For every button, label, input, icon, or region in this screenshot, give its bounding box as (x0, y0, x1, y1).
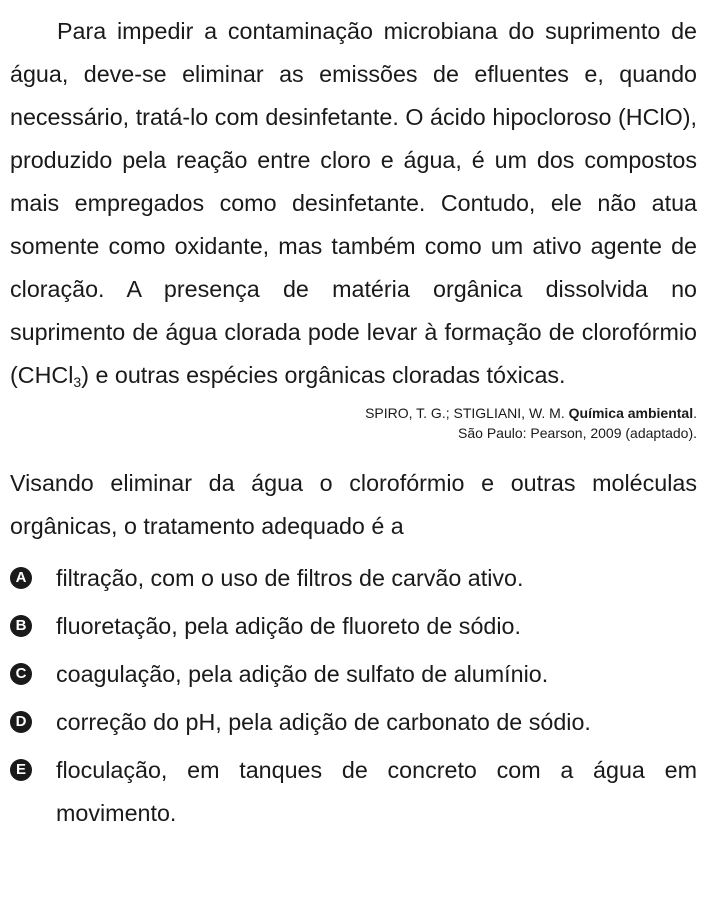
option-b-text: fluoretação, pela adição de fluoreto de sódio. (56, 613, 521, 639)
question-stem: Visando eliminar da água o clorofórmio e outras moléculas orgânicas, o tratamento adequado é a (10, 470, 697, 539)
citation-line-1 (10, 403, 697, 423)
citation-authors: SPIRO, T. G.; STIGLIANI, W. M. (365, 405, 569, 421)
citation (10, 403, 697, 443)
option-c-letter-icon: C (10, 663, 32, 685)
passage-text (10, 0, 697, 397)
option-e-letter-icon: E (10, 759, 32, 781)
option-c-text: coagulação, pela adição de sulfato de alumínio. (56, 661, 549, 687)
question-page (10, 0, 697, 840)
option-b[interactable] (10, 605, 697, 648)
option-a-text: filtração, com o uso de filtros de carvão ativo. (56, 565, 524, 591)
citation-title-end: . (693, 405, 697, 421)
passage-part-1: Para impedir a contaminação microbiana do suprimento de água, deve-se eliminar as emissões de efluentes e, quando necessário, tratá-lo com desinfetante. O ácido hipocloroso (HClO), produzido pela reação entre cloro e água, é um dos compostos mais empregados como desinfetante. Contudo, ele não atua somente como oxidante, mas também como um ativo agente de cloração. A presença de matéria orgânica dissolvida no suprimento de água clorada pode levar à formação de clorofórmio (CHCl (10, 18, 697, 388)
option-b-letter-icon: B (10, 615, 32, 637)
passage-part-2: ) e outras espécies orgânicas cloradas tóxicas. (81, 362, 566, 388)
citation-title: Química ambiental (568, 405, 694, 421)
option-a-letter-icon: A (10, 567, 32, 589)
answer-options (10, 557, 697, 835)
option-a[interactable] (10, 557, 697, 600)
option-c[interactable] (10, 653, 697, 696)
option-e-text: floculação, em tanques de concreto com a água em movimento. (56, 757, 697, 826)
citation-publisher: São Paulo: Pearson, 2009 (adaptado). (458, 425, 697, 441)
chemical-subscript: 3 (73, 374, 82, 390)
option-d-letter-icon: D (10, 711, 32, 733)
option-d-text: correção do pH, pela adição de carbonato de sódio. (56, 709, 591, 735)
option-d[interactable] (10, 701, 697, 744)
option-e[interactable] (10, 749, 697, 835)
